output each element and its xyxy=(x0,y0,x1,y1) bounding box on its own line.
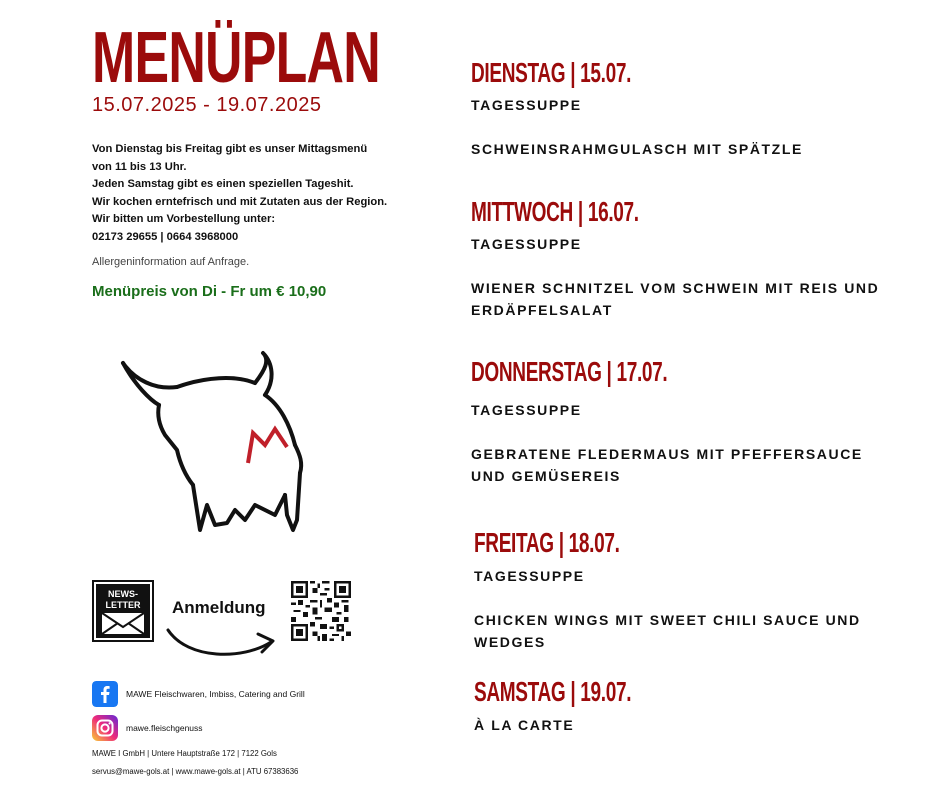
day-main-dish: GEBRATENE FLEDERMAUS MIT PFEFFERSAUCE xyxy=(471,446,863,462)
day-main-dish: SCHWEINSRAHMGULASCH MIT SPÄTZLE xyxy=(471,141,803,157)
day-main-dish: CHICKEN WINGS MIT SWEET CHILI SAUCE UND xyxy=(474,612,861,628)
intro-line: Wir kochen erntefrisch und mit Zutaten aus der Region. xyxy=(92,195,388,208)
intro-line: Jeden Samstag gibt es einen speziellen Tageshit. xyxy=(92,178,354,190)
newsletter-signup-label[interactable]: Anmeldung xyxy=(172,598,266,617)
day-soup: TAGESSUPPE xyxy=(471,236,582,252)
company-address: MAWE I GmbH | Untere Hauptstraße 172 | 7122 Gols xyxy=(92,749,277,758)
day-soup: TAGESSUPPE xyxy=(471,97,582,113)
day-title-freitag: FREITAG | 18.07. xyxy=(474,527,620,558)
intro-text xyxy=(92,141,432,246)
facebook-link[interactable] xyxy=(92,681,305,707)
instagram-link[interactable] xyxy=(92,715,203,741)
day-main-dish: WIENER SCHNITZEL VOM SCHWEIN MIT REIS UND xyxy=(471,280,880,296)
facebook-label: MAWE Fleischwaren, Imbiss, Catering and Grill xyxy=(126,689,305,699)
day-soup: TAGESSUPPE xyxy=(474,568,585,584)
date-range: 15.07.2025 - 19.07.2025 xyxy=(92,94,322,116)
newsletter-icon-text-1: NEWS- xyxy=(108,589,138,599)
instagram-label: mawe.fleischgenuss xyxy=(126,723,203,733)
page-title: MENÜPLAN xyxy=(92,18,380,98)
day-main-dish-line2: UND GEMÜSEREIS xyxy=(471,468,621,484)
day-title-donnerstag: DONNERSTAG | 17.07. xyxy=(471,356,668,387)
day-main-dish-line2: ERDÄPFELSALAT xyxy=(471,302,613,318)
intro-line: Von Dienstag bis Freitag gibt es unser Mittagsmenü xyxy=(92,143,368,155)
day-soup: TAGESSUPPE xyxy=(471,402,582,418)
day-soup: À LA CARTE xyxy=(474,717,575,733)
newsletter-icon-text-2: LETTER xyxy=(105,600,141,610)
qr-code-icon[interactable] xyxy=(291,581,351,641)
bull-logo-icon xyxy=(115,345,325,540)
company-contact: servus@mawe-gols.at | www.mawe-gols.at | ATU 67383636 xyxy=(92,767,299,776)
day-title-mittwoch: MITTWOCH | 16.07. xyxy=(471,196,639,227)
facebook-icon xyxy=(92,681,118,707)
intro-line: von 11 bis 13 Uhr. xyxy=(92,160,187,173)
instagram-icon xyxy=(92,715,118,741)
phone-numbers[interactable]: 02173 29655 | 0664 3968000 xyxy=(92,230,239,243)
day-title-dienstag: DIENSTAG | 15.07. xyxy=(471,57,632,88)
day-main-dish-line2: WEDGES xyxy=(474,634,546,650)
newsletter-icon[interactable] xyxy=(92,580,154,642)
arrow-right-icon xyxy=(163,620,278,660)
allergen-info: Allergeninformation auf Anfrage. xyxy=(92,256,250,268)
intro-line: Wir bitten um Vorbestellung unter: xyxy=(92,213,276,225)
menu-price: Menüpreis von Di - Fr um € 10,90 xyxy=(92,283,327,300)
day-title-samstag: SAMSTAG | 19.07. xyxy=(474,676,632,707)
